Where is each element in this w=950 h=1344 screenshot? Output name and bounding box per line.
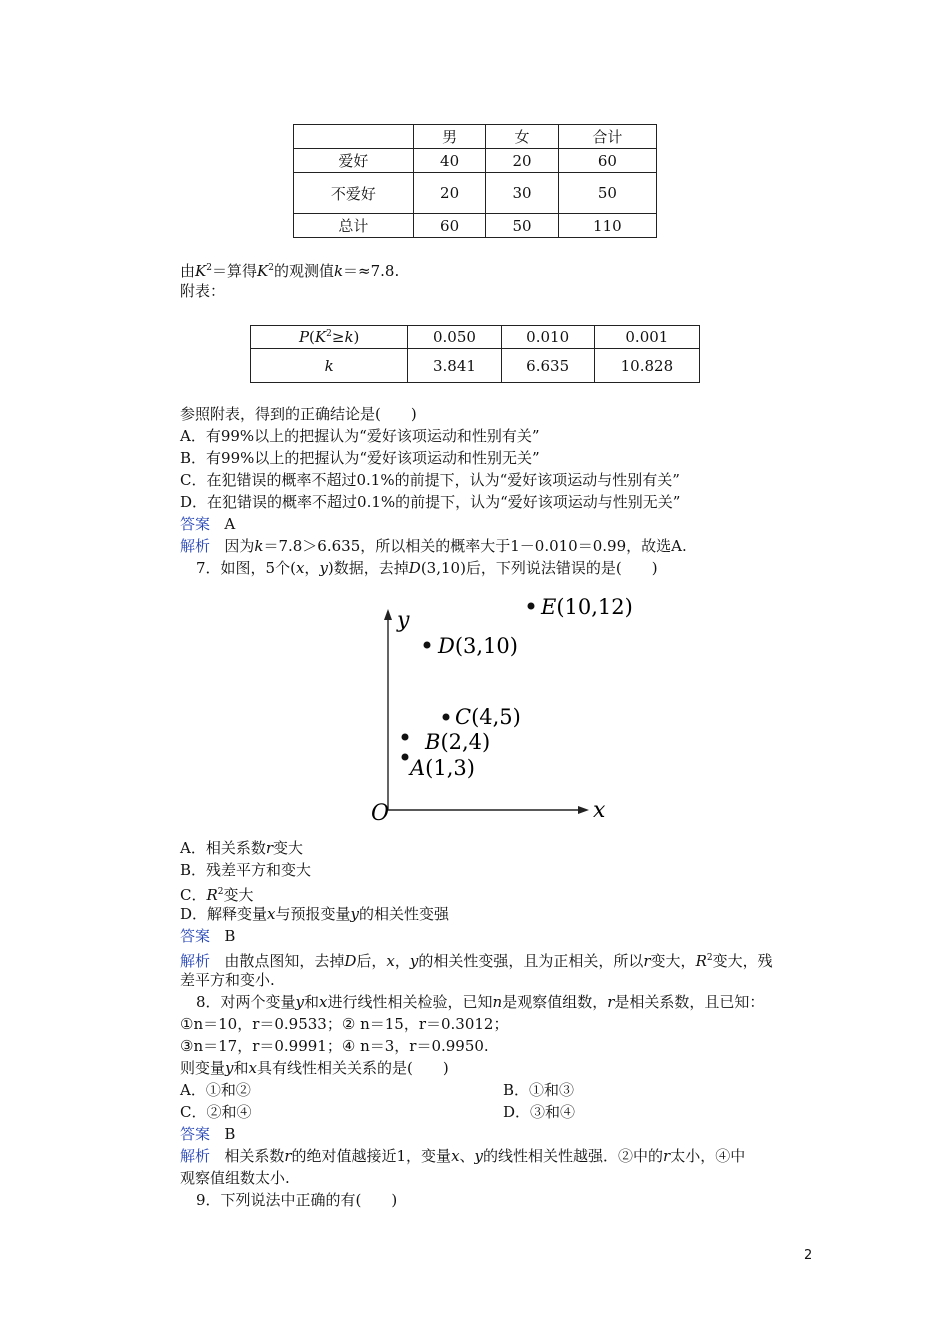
point-a (402, 754, 409, 761)
table-cell: 20 (413, 173, 485, 214)
q6-option-d: D．在犯错误的概率不超过0.1%的前提下，认为“爱好该项运动与性别无关” (180, 493, 681, 511)
table-header-cell: 男 (413, 125, 485, 149)
q8-line4: 则变量y和x具有线性相关关系的是( ) (180, 1059, 449, 1077)
q7-option-b: B．残差平方和变大 (180, 861, 312, 879)
critical-value-table (250, 325, 700, 383)
table-cell: 20 (486, 149, 558, 173)
q7-option-c: C．$R^2$变大 (180, 886, 254, 904)
table-cell: 0.050 (408, 326, 501, 349)
point-d (424, 642, 431, 649)
table-cell: 6.635 (501, 349, 594, 383)
point-label-a: A(1,3) (410, 756, 475, 780)
q8-analysis-cont: 观察值组数太小. (180, 1169, 290, 1187)
y-axis-arrow (384, 609, 392, 620)
table-header-cell: 合计 (558, 125, 656, 149)
point-label-b: B(2,4) (425, 730, 491, 754)
contingency-table (293, 124, 657, 238)
point-e (528, 603, 535, 610)
q6-analysis: 解析 因为k＝7.8＞6.635，所以相关的概率大于1－0.010＝0.99，故选A. (180, 537, 687, 555)
q8-option-c: C．②和④ (180, 1103, 252, 1121)
appendix-label: 附表： (180, 282, 226, 300)
table-cell: 50 (558, 173, 656, 214)
point-b (402, 734, 409, 741)
point-label-d: D(3,10) (438, 634, 518, 658)
q8-answer: 答案 B (180, 1125, 236, 1143)
scatter-points (402, 595, 633, 780)
q6-option-c: C．在犯错误的概率不超过0.1%的前提下，认为“爱好该项运动与性别有关” (180, 471, 680, 489)
q6-option-a: A．有99%以上的把握认为“爱好该项运动和性别有关” (180, 427, 540, 445)
q7-option-a: A．相关系数r变大 (180, 839, 304, 857)
table-header-cell: 女 (486, 125, 558, 149)
table-cell: 不爱好 (294, 173, 414, 214)
table-cell: 爱好 (294, 149, 414, 173)
point-label-c: C(4,5) (455, 705, 521, 729)
origin-label: O (371, 801, 390, 826)
q7-analysis: 解析 由散点图知，去掉D后，x，y的相关性变强，且为正相关，所以r变大，$R^2$变大，残 (180, 952, 773, 970)
page-number: 2 (804, 1248, 813, 1263)
table-cell: 60 (558, 149, 656, 173)
q7-option-d: D．解释变量x与预报变量y的相关性变强 (180, 905, 450, 923)
q6-answer: 答案 A (180, 515, 236, 533)
table-cell: 50 (486, 214, 558, 238)
table-cell: 60 (413, 214, 485, 238)
point-label-e: E(10,12) (541, 595, 633, 619)
q7-stem: 7．如图，5个(x，y)数据，去掉D(3,10)后，下列说法错误的是( ) (196, 559, 658, 577)
scatter-figure (355, 585, 645, 830)
table-header-cell (294, 125, 414, 149)
table-cell: $P(K^2\ge k)$ (251, 326, 408, 349)
table-cell: 3.841 (408, 349, 501, 383)
table-cell: k (251, 349, 408, 383)
table-cell: 10.828 (594, 349, 699, 383)
q7-answer: 答案 B (180, 927, 236, 945)
table-cell: 0.010 (501, 326, 594, 349)
q8-line2: ①n＝10，r＝0.9533；② n＝15，r＝0.3012； (180, 1015, 509, 1033)
table-cell: 110 (558, 214, 656, 238)
table-cell: 30 (486, 173, 558, 214)
q8-analysis: 解析 相关系数r的绝对值越接近1，变量x、y的线性相关性越强．②中的r太小，④中 (180, 1147, 746, 1165)
table-cell: 0.001 (594, 326, 699, 349)
q8-line3: ③n＝17，r＝0.9991；④ n＝3，r＝0.9950. (180, 1037, 489, 1055)
table-cell: 40 (413, 149, 485, 173)
q8-stem: 8．对两个变量y和x进行线性相关检验，已知n是观察值组数，r是相关系数，且已知： (196, 993, 765, 1011)
formula-line: 由$K^2=$算得$K^2$的观测值k＝≈7.8. (180, 262, 400, 280)
x-axis-label: x (593, 798, 606, 823)
q7-analysis-cont: 差平方和变小. (180, 971, 275, 989)
q8-option-d: D．③和④ (503, 1103, 576, 1121)
x-axis-arrow (578, 806, 589, 814)
q9-stem: 9．下列说法中正确的有( ) (196, 1191, 398, 1209)
q6-option-b: B．有99%以上的把握认为“爱好该项运动和性别无关” (180, 449, 540, 467)
table-cell: 总计 (294, 214, 414, 238)
y-axis-label: y (397, 608, 410, 633)
q6-stem: 参照附表，得到的正确结论是( ) (180, 405, 417, 423)
q8-option-a: A．①和② (180, 1081, 251, 1099)
point-c (443, 714, 450, 721)
q8-option-b: B．①和③ (503, 1081, 575, 1099)
